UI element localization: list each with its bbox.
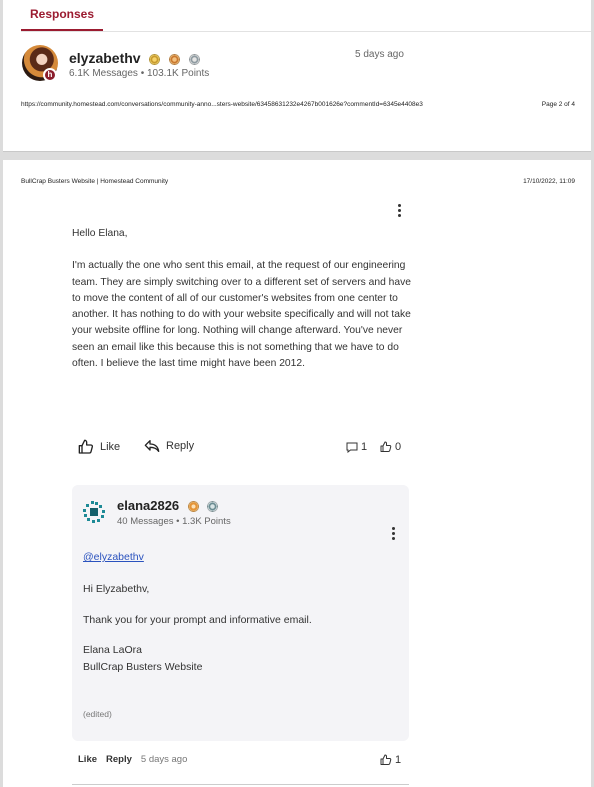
username[interactable]: elyzabethv (69, 50, 141, 66)
reply-count[interactable] (346, 441, 367, 453)
signature-name: Elana LaOra (83, 644, 142, 656)
post-author-name[interactable] (69, 50, 200, 66)
reply-arrow-icon (144, 439, 160, 453)
tab-divider (21, 31, 591, 32)
message-body (72, 226, 417, 388)
print-header-date: 17/10/2022, 11:09 (523, 178, 575, 185)
author-stats: 40 Messages • 1.3K Points (117, 516, 231, 527)
mention-link[interactable]: @elyzabethv (83, 551, 144, 563)
reply-body (83, 581, 383, 675)
reply-card (72, 485, 409, 741)
reply-count-value: 1 (361, 441, 368, 453)
like-count-value: 1 (395, 754, 402, 766)
thumbs-up-icon (78, 439, 94, 455)
silver-medal-icon (189, 54, 200, 65)
reply-reply-button[interactable]: Reply (106, 754, 132, 765)
message-paragraph: I'm actually the one who sent this email, at the request of our engineering team. They are simply switching over to a different set of servers and have to move the content of all of our customer's websites from one center to another. It has nothing to do with your website specifically and will not take your website offline for long. Nothing will change afterward. You've never seen an email like this because this is not something that we have to do often. I believe the last time might have been 2012. (72, 260, 412, 370)
more-options-icon[interactable] (387, 525, 399, 541)
rank-badge-icon: h (43, 68, 57, 82)
reply-button[interactable] (144, 439, 194, 453)
thumbs-up-icon (380, 441, 392, 453)
page-number: Page 2 of 4 (541, 101, 575, 108)
gold-medal-icon (149, 54, 160, 65)
print-page-2 (3, 160, 591, 787)
teal-medal-icon (207, 501, 218, 512)
like-button[interactable] (78, 439, 120, 455)
reply-like-count[interactable] (380, 754, 401, 766)
username[interactable]: elana2826 (117, 498, 180, 513)
reply-actions (78, 754, 187, 765)
more-options-icon[interactable] (393, 202, 405, 218)
post-timestamp: 5 days ago (355, 49, 404, 60)
reply-timestamp: 5 days ago (140, 754, 188, 765)
reply-greeting: Hi Elyzabethv, (83, 583, 150, 595)
signature-site: BullCrap Busters Website (83, 660, 203, 673)
orange-medal-icon (188, 501, 199, 512)
avatar[interactable] (83, 501, 105, 523)
reply-text: Thank you for your prompt and informative email. (83, 613, 312, 626)
divider (72, 784, 409, 785)
message-paragraph: Hello Elana, (72, 228, 128, 239)
author-stats: 6.1K Messages • 103.1K Points (69, 68, 210, 79)
like-count[interactable] (380, 441, 401, 453)
print-url: https://community.homestead.com/conversations/community-anno...sters-website/63458631232e4267b001626e?commentId=6345e4408e3 (21, 101, 423, 108)
tab-responses[interactable]: Responses (21, 0, 103, 31)
edited-label: (edited) (83, 709, 112, 719)
comment-icon (346, 442, 358, 453)
like-label: Like (100, 441, 121, 453)
like-count-value: 0 (395, 441, 402, 453)
reply-like-button[interactable]: Like (78, 754, 98, 765)
print-page-1 (3, 0, 591, 152)
bronze-medal-icon (169, 54, 180, 65)
reply-label: Reply (166, 440, 195, 452)
reply-author-name[interactable] (117, 498, 218, 513)
print-header-site: BullCrap Busters Website | Homestead Community (21, 178, 169, 185)
thumbs-up-icon (380, 754, 392, 766)
